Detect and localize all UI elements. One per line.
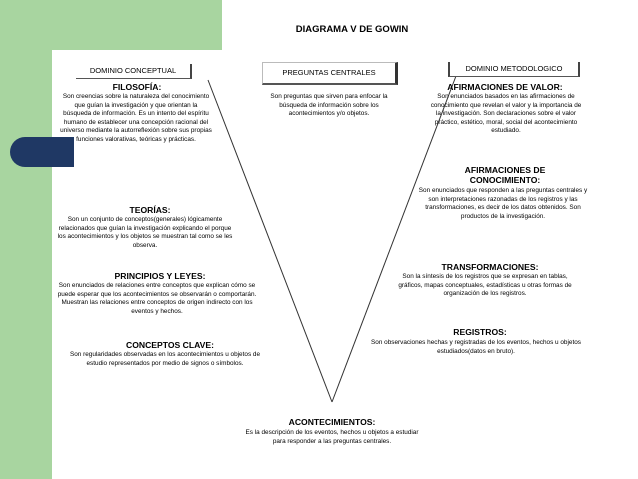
- methodological-domain-header: DOMINIO METODOLOGICO: [448, 62, 580, 77]
- acontecimientos-heading: ACONTECIMIENTOS:: [288, 417, 376, 427]
- central-questions-header: PREGUNTAS CENTRALES: [262, 62, 398, 85]
- registros-heading: REGISTROS:: [453, 327, 507, 337]
- transformaciones-text: Son la síntesis de los registros que se expresan en tablas, gráficos, mapas conceptuales, estadísticas u otras formas de organización de los registros.: [398, 273, 572, 298]
- teorias-text: Son un conjunto de conceptos(generales) lógicamente relacionados que guían la investigación explicando el porque los acontecimientos y los objetos se muestran tal como se les observa.: [57, 216, 233, 249]
- diagram-title: DIAGRAMA V DE GOWIN: [295, 24, 409, 35]
- filosofia-heading: FILOSOFÍA:: [112, 82, 162, 92]
- central-questions-text: Son preguntas que sirven para enfocar la búsqueda de información sobre los acontecimientos y/o objetos.: [270, 93, 388, 118]
- teorias-heading: TEORÍAS:: [129, 205, 171, 215]
- principios-text: Son enunciados de relaciones entre conceptos que explican cómo se puede esperar que los acontecimientos se observarán o comportarán. Muestran las relaciones entre conceptos de origen indirecto con los eventos y hechos.: [57, 282, 257, 315]
- filosofia-text: Son creencias sobre la naturaleza del conocimiento que guían la investigación y que orientan la búsqueda de información. Es un intento del espíritu humano de establecer una concepción racional del universo mediante la autorreflexión sobre sus propias funciones valorativas, teóricas y prácticas.: [60, 93, 212, 143]
- afirmaciones-conocimiento-text: Son enunciados que responden a las preguntas centrales y son interpretaciones razonadas de los registros y las transformaciones, es decir de los datos obtenidos. Son productos de la investigación.: [418, 187, 588, 220]
- principios-heading: PRINCIPIOS Y LEYES:: [114, 271, 206, 281]
- conceptos-text: Son regularidades observadas en los acontecimientos u objetos de estudio representados por medio de signos o símbolos.: [69, 351, 261, 367]
- afirmaciones-valor-heading: AFIRMACIONES DE VALOR:: [447, 82, 563, 92]
- registros-text: Son observaciones hechas y registradas de los eventos, hechos u objetos estudiados(datos en bruto).: [371, 339, 581, 355]
- transformaciones-heading: TRANSFORMACIONES:: [441, 262, 539, 272]
- afirmaciones-valor-text: Son enunciados basados en las afirmaciones de conocimiento que revelan el valor y la importancia de la investigación. Son declaraciones sobre el valor práctico, estético, moral, social del acontecimiento estudiado.: [430, 93, 582, 135]
- afirmaciones-conocimiento-heading: AFIRMACIONES DE CONOCIMIENTO:: [464, 165, 546, 185]
- conceptual-domain-header: DOMINIO CONCEPTUAL: [76, 64, 192, 79]
- acontecimientos-text: Es la descripción de los eventos, hechos u objetos a estudiar para responder a las preguntas centrales.: [245, 429, 419, 445]
- conceptos-heading: CONCEPTOS CLAVE:: [125, 340, 214, 350]
